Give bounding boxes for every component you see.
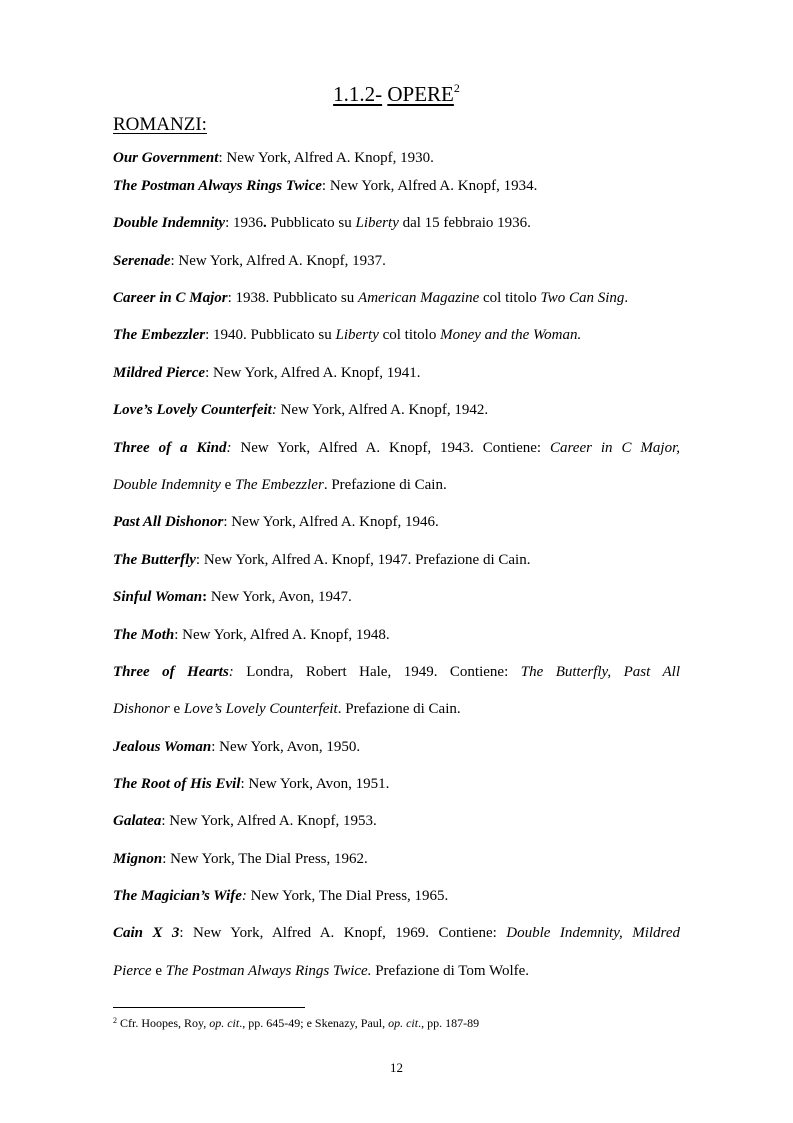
list-item: Three of Hearts: Londra, Robert Hale, 1949. Contiene: The Butterfly, Past All — [113, 664, 680, 680]
work-title: Career in C Major — [113, 290, 228, 306]
work-title: Cain X 3 — [113, 925, 180, 941]
work-title: Mildred Pierce — [113, 365, 206, 381]
chapter-heading — [0, 73, 793, 109]
list-item-continuation: Dishonor e Love’s Lovely Counterfeit. Prefazione di Cain. — [113, 701, 461, 717]
work-title: Double Indemnity — [113, 215, 226, 231]
work-title: The Magician’s Wife — [113, 888, 242, 904]
list-item: Serenade: New York, Alfred A. Knopf, 1937. — [113, 253, 386, 269]
work-title: The Butterfly — [113, 552, 196, 568]
list-item: The Embezzler: 1940. Pubblicato su Liberty col titolo Money and the Woman. — [113, 327, 582, 343]
work-title: Galatea — [113, 813, 162, 829]
work-title: The Postman Always Rings Twice — [113, 178, 322, 194]
list-item: Sinful Woman: New York, Avon, 1947. — [113, 589, 352, 605]
list-item: Galatea: New York, Alfred A. Knopf, 1953. — [113, 813, 377, 829]
work-title: Three of Hearts — [113, 664, 229, 680]
section-title: ROMANZI: — [113, 114, 207, 135]
heading-title: OPERE — [387, 82, 454, 106]
list-item-continuation: Double Indemnity e The Embezzler. Prefazione di Cain. — [113, 477, 447, 493]
list-item: Three of a Kind: New York, Alfred A. Knopf, 1943. Contiene: Career in C Major, — [113, 440, 680, 456]
list-item: Double Indemnity: 1936. Pubblicato su Liberty dal 15 febbraio 1936. — [113, 215, 531, 231]
list-item: Mildred Pierce: New York, Alfred A. Knopf, 1941. — [113, 365, 421, 381]
work-title: Past All Dishonor — [113, 514, 224, 530]
list-item: The Postman Always Rings Twice: New York, Alfred A. Knopf, 1934. — [113, 178, 538, 194]
work-title: The Moth — [113, 627, 175, 643]
work-title: Jealous Woman — [113, 739, 212, 755]
list-item: Jealous Woman: New York, Avon, 1950. — [113, 739, 361, 755]
list-item: The Magician’s Wife: New York, The Dial Press, 1965. — [113, 888, 449, 904]
work-title: Three of a Kind — [113, 440, 227, 456]
list-item: Mignon: New York, The Dial Press, 1962. — [113, 851, 368, 867]
list-item: Cain X 3: New York, Alfred A. Knopf, 1969. Contiene: Double Indemnity, Mildred — [113, 925, 680, 941]
work-title: Our Government — [113, 150, 219, 166]
heading-number: 1.1.2- — [333, 82, 383, 106]
list-item: Career in C Major: 1938. Pubblicato su American Magazine col titolo Two Can Sing. — [113, 290, 629, 306]
page-number: 12 — [390, 1060, 403, 1075]
work-title: The Embezzler — [113, 327, 206, 343]
list-item: Past All Dishonor: New York, Alfred A. Knopf, 1946. — [113, 514, 439, 530]
list-item: The Butterfly: New York, Alfred A. Knopf, 1947. Prefazione di Cain. — [113, 552, 531, 568]
list-item: The Moth: New York, Alfred A. Knopf, 1948. — [113, 627, 390, 643]
heading-footnote-ref[interactable]: 2 — [453, 81, 460, 95]
list-item: Love’s Lovely Counterfeit: New York, Alfred A. Knopf, 1942. — [113, 402, 489, 418]
footnote-divider — [113, 1007, 305, 1008]
list-item-continuation: Pierce e The Postman Always Rings Twice. Prefazione di Tom Wolfe. — [113, 963, 530, 979]
list-item: The Root of His Evil: New York, Avon, 1951. — [113, 776, 390, 792]
work-title: Serenade — [113, 253, 171, 269]
work-title: The Root of His Evil — [113, 776, 241, 792]
work-title: Sinful Woman — [113, 589, 203, 605]
list-item: Our Government: New York, Alfred A. Knopf, 1930. — [113, 150, 434, 166]
work-title: Love’s Lovely Counterfeit — [113, 402, 272, 418]
footnote: $^2$ Cfr. Hoopes, Roy, op. cit., pp. 645-49; e Skenazy, Paul, op. cit., pp. 187-89 — [113, 1016, 480, 1030]
footnote-marker: 2 — [113, 1016, 117, 1025]
work-title: Mignon — [113, 851, 163, 867]
